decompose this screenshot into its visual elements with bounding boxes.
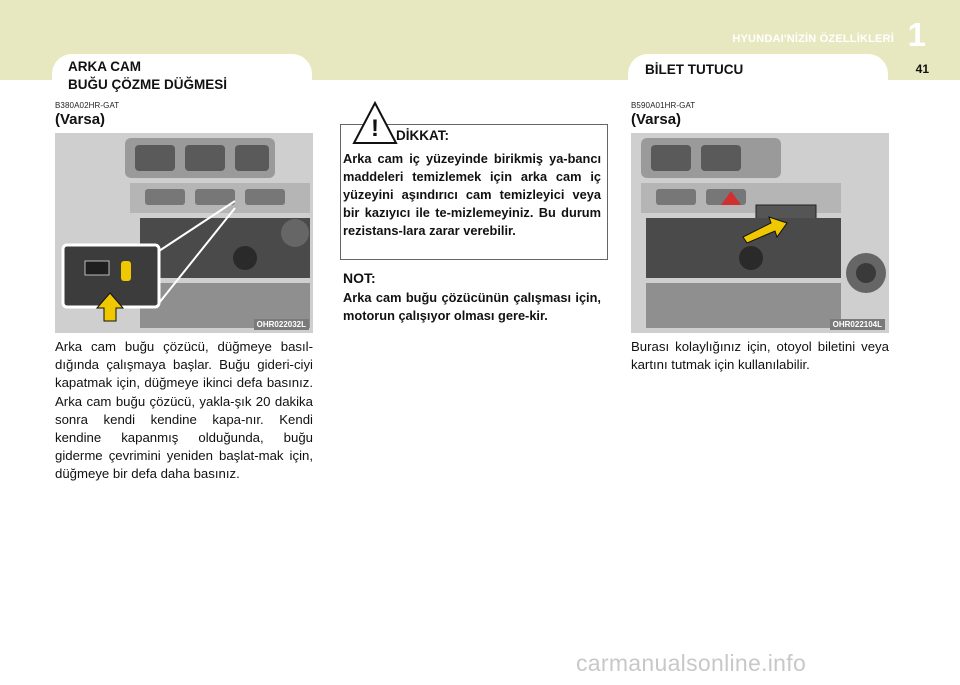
section-code: B380A02HR-GAT [55,101,120,110]
ticket-holder-illustration [631,133,889,333]
note-title: NOT: [343,270,376,286]
ticket-optional-label: (Varsa) [631,111,682,128]
ticket-holder-photo [631,133,889,333]
ticket-photo-code: OHR022104L [830,319,885,330]
defroster-description: Arka cam buğu çözücü, düğmeye basıl-dığında çalışmaya başlar. Buğu gideri-ciyi kapatmak için, düğmeye ikinci defa basınız. Arka cam buğu çözücü, yakla-şık 20 dakika sonra kendi kendine kapa-nır. Kendi kendine kapanmış olduğunda, buğu giderme çevrimini yeniden başlat-mak için, düğmeye bir defa daha basınız. [55,339,313,482]
chapter-number: 1 [907,16,926,53]
chapter-title: HYUNDAI'NİZİN ÖZELLİKLERİ [732,33,894,45]
defroster-button-photo [55,133,313,333]
caution-text: Arka cam iç yüzeyinde birikmiş ya-bancı maddeleri temizlemek için arka cam iç yüzeyini aşındırıcı cam temizleyici veya bir kazıyıcı ile te-mizlemeyiniz. Bu durum rezistans-lara zarar verebilir. [343,151,601,238]
page-number: 41 [915,62,929,76]
warning-symbol: ! [371,115,379,142]
optional-label: (Varsa) [55,111,106,128]
ticket-section-code: B590A01HR-GAT [631,101,696,110]
watermark: carmanualsonline.info [576,650,807,676]
ticket-holder-title: BİLET TUTUCU [645,62,744,77]
section-title-line1: ARKA CAM [68,59,141,74]
ticket-holder-description: Burası kolaylığınız için, otoyol biletini veya kartını tutmak için kullanılabilir. [631,339,889,373]
caution-title: DİKKAT: [396,128,449,143]
section-title-line2: BUĞU ÇÖZME DÜĞMESİ [68,77,228,92]
photo-code: OHR022032L [254,319,309,330]
warning-triangle-icon [352,101,398,150]
dashboard-illustration [55,133,313,333]
note-text: Arka cam buğu çözücünün çalışması için, motorun çalışıyor olması gere-kir. [343,290,601,323]
